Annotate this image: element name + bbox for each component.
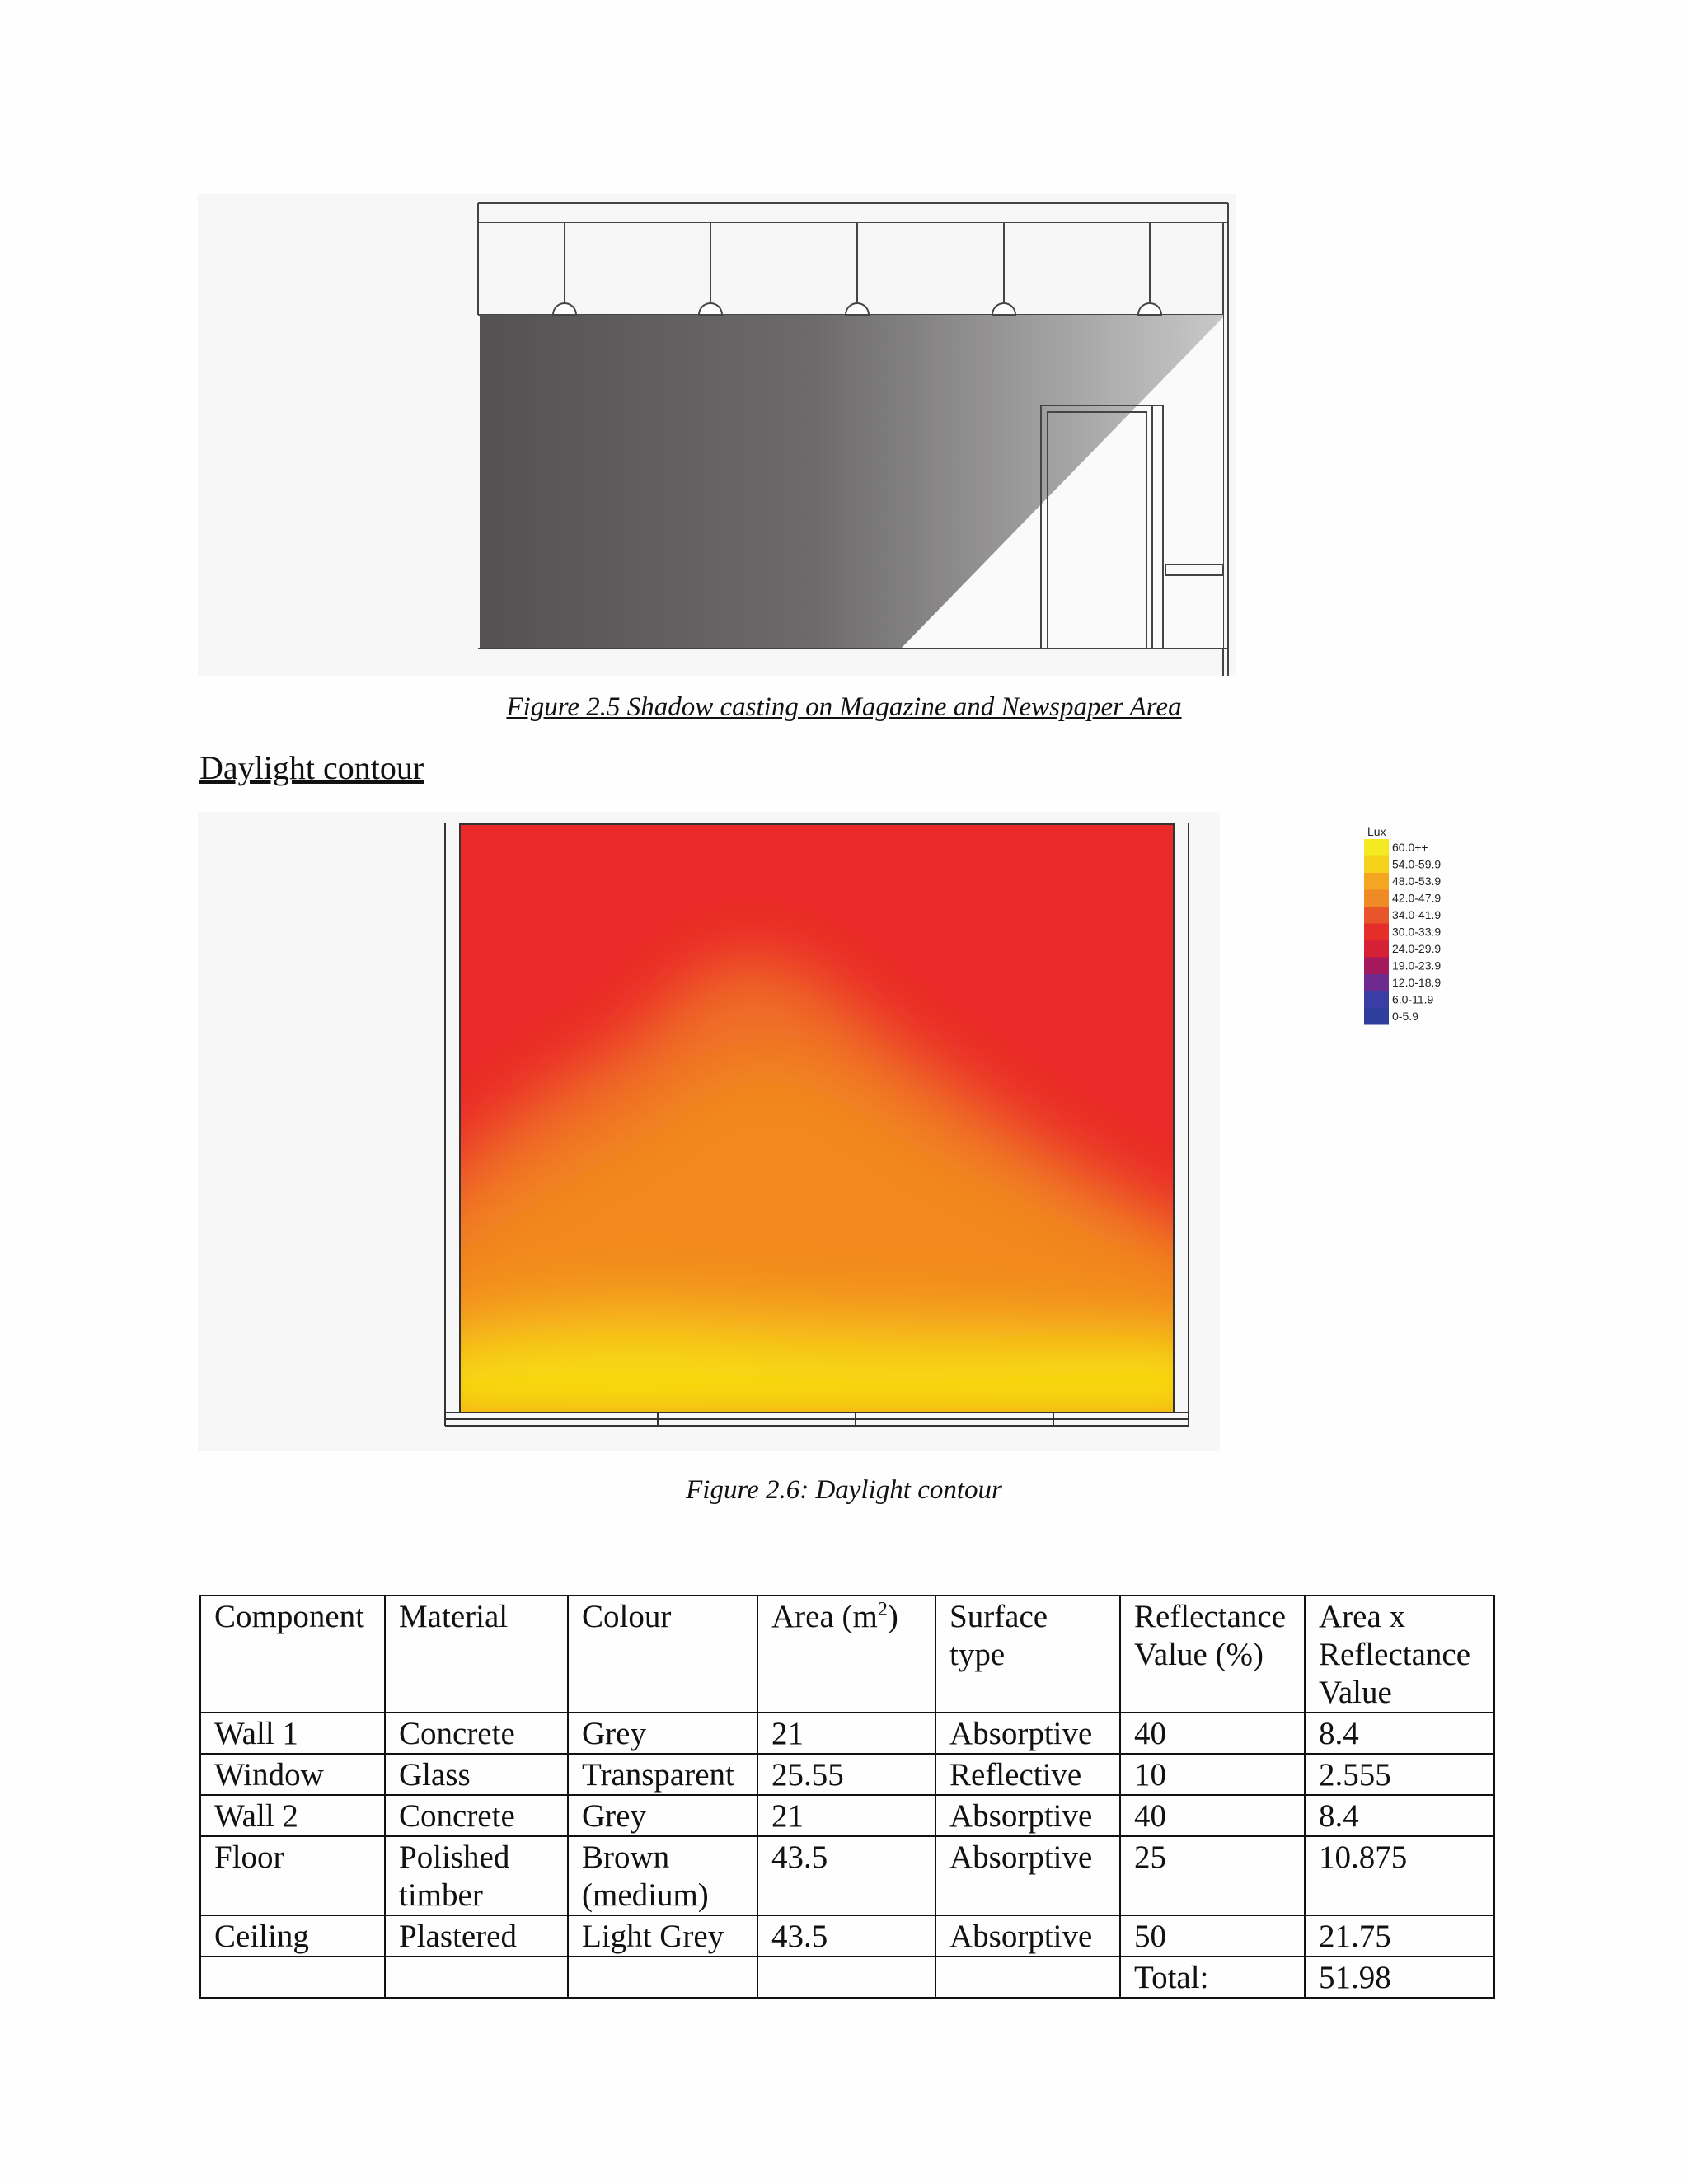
cell-area: 21 <box>757 1713 935 1754</box>
cell-colour <box>568 1957 757 1998</box>
cell-material: Plastered <box>385 1915 568 1957</box>
cell-material: Concrete <box>385 1795 568 1836</box>
cell-colour: Transparent <box>568 1754 757 1795</box>
cell-surface-type: Absorptive <box>935 1915 1120 1957</box>
table-row <box>200 1957 1494 1998</box>
cell-surface-type: Reflective <box>935 1754 1120 1795</box>
legend-swatch <box>1364 940 1389 958</box>
cell-colour: Light Grey <box>568 1915 757 1957</box>
cell-surface-type: Absorptive <box>935 1836 1120 1915</box>
table-row <box>200 1915 1494 1957</box>
header-reflectance-value: Reflectance Value (%) <box>1120 1596 1305 1713</box>
section-heading: Daylight contour <box>199 749 424 786</box>
legend-label: 54.0-59.9 <box>1392 857 1442 871</box>
header-surface-type: Surface type <box>935 1596 1120 1713</box>
cell-surface-type: Absorptive <box>935 1713 1120 1754</box>
header-material: Material <box>385 1596 568 1713</box>
legend-label: 42.0-47.9 <box>1392 891 1442 905</box>
figure-caption-2-6: Figure 2.6: Daylight contour <box>686 1475 1002 1505</box>
cell-area: 21 <box>757 1795 935 1836</box>
cell-area-x-reflectance: 8.4 <box>1305 1713 1494 1754</box>
cell-component: Window <box>200 1754 385 1795</box>
cell-material: Polished timber <box>385 1836 568 1915</box>
cell-area: 25.55 <box>757 1754 935 1795</box>
header-colour: Colour <box>568 1596 757 1713</box>
cell-reflectance-value: 25 <box>1120 1836 1305 1915</box>
cell-area-x-reflectance: 2.555 <box>1305 1754 1494 1795</box>
reflectance-table <box>199 1595 1495 1999</box>
header-area-text: Area (m <box>771 1599 878 1634</box>
legend-swatch <box>1364 907 1389 924</box>
lux-legend <box>1364 824 1488 1030</box>
cell-reflectance-value: 10 <box>1120 1754 1305 1795</box>
legend-entries <box>1364 839 1441 1025</box>
legend-label: 6.0-11.9 <box>1392 992 1434 1006</box>
cell-colour: Grey <box>568 1795 757 1836</box>
legend-label: 0-5.9 <box>1392 1010 1418 1023</box>
cell-component <box>200 1957 385 1998</box>
cell-component: Ceiling <box>200 1915 385 1957</box>
cell-component: Floor <box>200 1836 385 1915</box>
cell-area <box>757 1957 935 1998</box>
header-area <box>757 1596 935 1713</box>
cell-reflectance-value: 40 <box>1120 1713 1305 1754</box>
cell-material <box>385 1957 568 1998</box>
table-header-row <box>200 1596 1494 1713</box>
table-body <box>200 1713 1494 1998</box>
cell-area-x-reflectance: 10.875 <box>1305 1836 1494 1915</box>
cell-reflectance-value: Total: <box>1120 1957 1305 1998</box>
cell-colour: Brown (medium) <box>568 1836 757 1915</box>
legend-label: 30.0-33.9 <box>1392 925 1442 939</box>
cell-component: Wall 1 <box>200 1713 385 1754</box>
legend-swatch <box>1364 991 1389 1009</box>
legend-label: 34.0-41.9 <box>1392 908 1442 921</box>
daylight-contour-figure <box>198 812 1220 1451</box>
cell-material: Concrete <box>385 1713 568 1754</box>
table-row <box>200 1795 1494 1836</box>
cell-material: Glass <box>385 1754 568 1795</box>
legend-swatch <box>1364 974 1389 991</box>
figure-caption-2-5: Figure 2.5 Shadow casting on Magazine and Newspaper Area <box>506 692 1182 722</box>
header-area-suffix: ) <box>887 1599 898 1634</box>
legend-label: 48.0-53.9 <box>1392 874 1442 888</box>
header-area-x-reflectance: Area x Reflectance Value <box>1305 1596 1494 1713</box>
cell-surface-type <box>935 1957 1120 1998</box>
contour-map <box>404 824 1220 1438</box>
cell-area-x-reflectance: 51.98 <box>1305 1957 1494 1998</box>
legend-swatch <box>1364 839 1389 856</box>
cell-component: Wall 2 <box>200 1795 385 1836</box>
legend-swatch <box>1364 924 1389 941</box>
cell-colour: Grey <box>568 1713 757 1754</box>
shadow-casting-figure <box>198 194 1236 676</box>
cell-surface-type: Absorptive <box>935 1795 1120 1836</box>
cell-area-x-reflectance: 21.75 <box>1305 1915 1494 1957</box>
cell-reflectance-value: 40 <box>1120 1795 1305 1836</box>
cell-area-x-reflectance: 8.4 <box>1305 1795 1494 1836</box>
table-row <box>200 1836 1494 1915</box>
table-row <box>200 1713 1494 1754</box>
cell-area: 43.5 <box>757 1915 935 1957</box>
legend-swatch <box>1364 1008 1389 1025</box>
legend-label: 60.0++ <box>1392 841 1428 854</box>
cell-area: 43.5 <box>757 1836 935 1915</box>
cell-reflectance-value: 50 <box>1120 1915 1305 1957</box>
header-area-superscript: 2 <box>877 1599 888 1620</box>
legend-label: 12.0-18.9 <box>1392 976 1442 989</box>
table-row <box>200 1754 1494 1795</box>
legend-swatch <box>1364 873 1389 890</box>
legend-swatch <box>1364 856 1389 874</box>
legend-swatch <box>1364 958 1389 975</box>
legend-swatch <box>1364 890 1389 907</box>
legend-label: 24.0-29.9 <box>1392 942 1442 955</box>
header-component: Component <box>200 1596 385 1713</box>
legend-label: 19.0-23.9 <box>1392 958 1442 972</box>
legend-title: Lux <box>1367 825 1386 838</box>
